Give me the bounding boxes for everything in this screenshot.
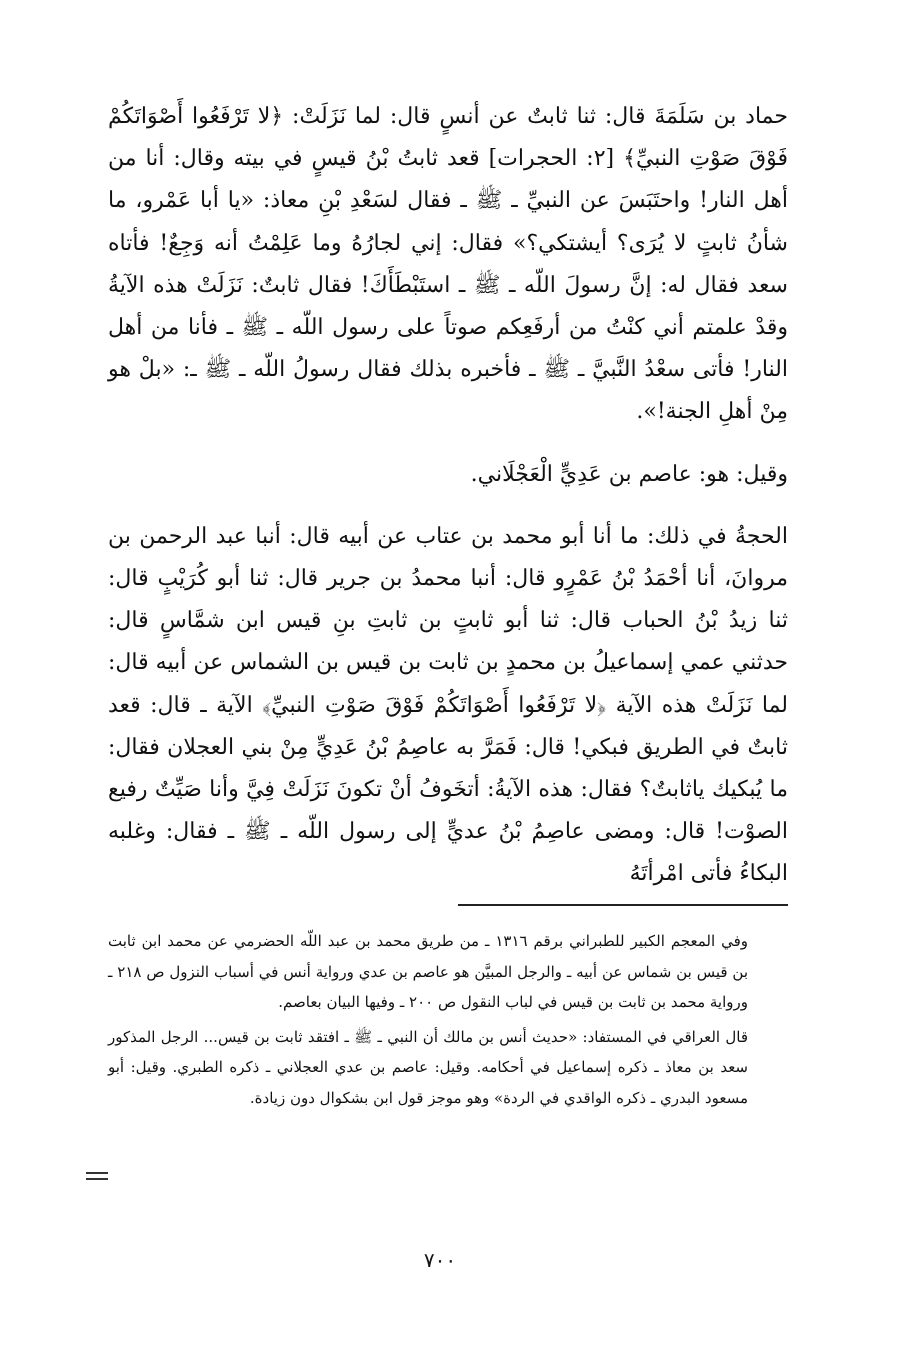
footnotes — [108, 926, 748, 1113]
paragraph-evidence: الحجةُ في ذلك: ما أنا أبو محمد بن عتاب عن أبيه قال: أنبا عبد الرحمن بن مروانَ، أنا أحْمَدُ بْنُ عَمْرٍو قال: أنبا محمدُ بن جرير قال: ثنا أبو كُرَيْبٍ قال: ثنا زيدُ بْنُ الحباب قال: ثنا أبو ثابتٍ بن ثابتِ بنِ قيس ابن شمَّاسٍ قال: حدثني عمي إسماعيلُ بن محمدٍ بن ثابت بن قيس بن الشماس عن أبيه قال: لما نَزَلَتْ هذه الآية ﴿لا تَرْفَعُوا أَصْوَاتَكُمْ فَوْقَ صَوْتِ النبيِّ﴾ الآية ـ قال: قعد ثابتٌ في الطريق فبكي! قال: فَمَرَّ به عاصِمُ بْنُ عَدِيٍّ مِنْ بني العجلان فقال: ما يُبكيك ياثابتٌ؟ فقال: هذه الآيةُ: أتخَوفُ أنْ تكونَ نَزَلَتْ فِيَّ وأنا صَيِّتٌ رفيع الصوْت! قال: ومضى عاصِمُ بْنُ عديٍّ إلى رسول اللّه ـ ﷺ ـ فقال: وغلبه البكاءُ فأتى امْرأتَهُ — [108, 523, 788, 887]
main-text — [108, 96, 788, 896]
paragraph-alternative-opinion: وقيل: هو: عاصم بن عَدِيٍّ الْعَجْلَاني. — [470, 461, 788, 487]
footnote-separator — [458, 904, 788, 906]
footnote-tabarani: وفي المعجم الكبير للطبراني برقم ١٣١٦ ـ من طريق محمد بن عبد اللّه الحضرمي عن محمد ابن ثابت بن قيس بن شماس عن أبيه ـ والرجل المبيَّن هو عاصم بن عدي ورواية أنس في أسباب النزول ص ٢١٨ ـ ورواية محمد بن ثابت بن قيس في لباب النقول ص ٢٠٠ ـ وفيها البيان بعاصم. — [108, 932, 749, 1011]
paragraph-hadith-thabit: حماد بن سَلَمَةَ قال: ثنا ثابتٌ عن أنسٍ قال: لما نَزَلَتْ: ﴿لا تَرْفَعُوا أَصْوَاتَكُمْ فَوْقَ صَوْتِ النبيِّ﴾ [٢: الحجرات] قعد ثابتُ بْنُ قيسٍ في بيته وقال: أنا من أهل النار! واحتَبَسَ عن النبيِّ ـ ﷺ ـ فقال لسَعْدِ بْنِ معاذ: «يا أبا عَمْرو، ما شأنُ ثابتٍ لا يُرَى؟ أيشتكي؟» فقال: إني لجارُهُ وما عَلِمْتُ أنه وَجِعٌ! فأتاه سعد فقال له: إنَّ رسولَ اللّه ـ ﷺ ـ استَبْطَأَكَ! فقال ثابتٌ: نَزَلَتْ هذه الآيةُ وقدْ علمتم أني كنْتُ من أرفَعِكم صوتاً على رسول اللّه ـ ﷺ ـ فأنا من أهل النار! فأتى سعْدُ النَّبيَّ ـ ﷺ ـ فأخبره بذلك فقال رسولُ اللّه ـ ﷺ ـ: «بلْ هو مِنْ أهلِ الجنة!». — [108, 104, 789, 425]
footnote-iraqi: قال العراقي في المستفاد: «حديث أنس بن مالك أن النبي ـ ﷺ ـ افتقد ثابت بن قيس... الرجل المذكور سعد بن معاذ ـ ذكره إسماعيل في أحكامه. وقيل: عاصم بن عدي العجلاني ـ ذكره الطبري. وقيل: أبو مسعود البدري ـ ذكره الواقدي في الردة» وهو موجز قول ابن بشكوال دون زيادة. — [108, 1027, 748, 1107]
margin-marker — [86, 1172, 108, 1180]
page-number: ٧٠٠ — [423, 1248, 457, 1272]
